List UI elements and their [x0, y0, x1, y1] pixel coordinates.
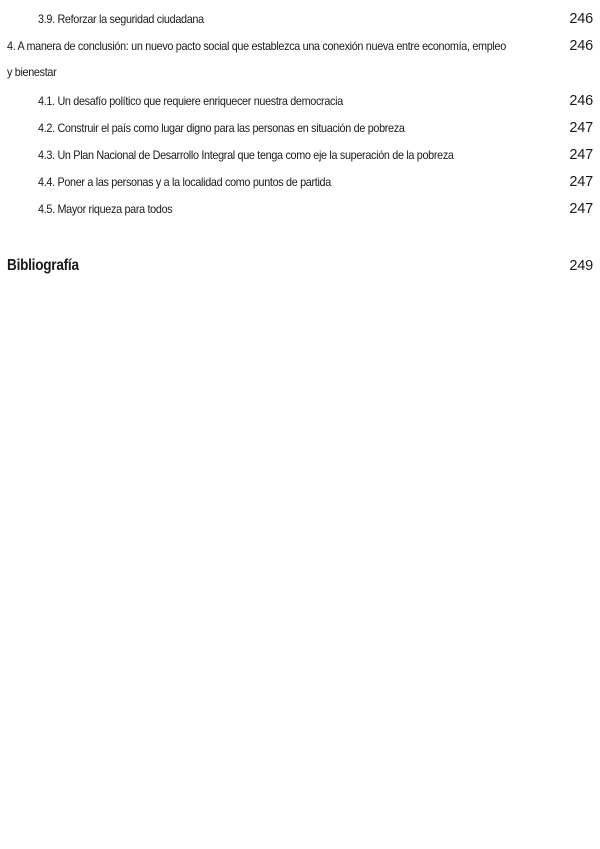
toc-entry-4-line1: 4. A manera de conclusión: un nuevo pacto social que establezca una conexión nueva entre economía, empleo: [7, 39, 506, 53]
toc-page-4-1: 246: [569, 93, 593, 109]
toc-entry-3-9: 3.9. Reforzar la seguridad ciudadana: [38, 12, 204, 26]
toc-page-3-9: 246: [569, 11, 593, 27]
toc-page-4-5: 247: [569, 201, 593, 217]
toc-page-4: 246: [569, 38, 593, 54]
toc-entry-4-line2: y bienestar: [7, 65, 57, 79]
toc-page-4-4: 247: [569, 174, 593, 190]
toc-entry-4-2: 4.2. Construir el país como lugar digno para las personas en situación de pobreza: [38, 121, 405, 135]
toc-page-4-2: 247: [569, 120, 593, 136]
toc-page-4-3: 247: [569, 147, 593, 163]
toc-entry-4-1: 4.1. Un desafío político que requiere enriquecer nuestra democracia: [38, 94, 343, 108]
toc-entry-4-4: 4.4. Poner a las personas y a la localidad como puntos de partida: [38, 175, 331, 189]
toc-bibliography-page: 249: [569, 258, 593, 274]
toc-entry-4-5: 4.5. Mayor riqueza para todos: [38, 202, 173, 216]
toc-bibliography-heading: Bibliografía: [7, 257, 79, 274]
toc-entry-4-3: 4.3. Un Plan Nacional de Desarrollo Integral que tenga como eje la superación de la pobreza: [38, 148, 454, 162]
